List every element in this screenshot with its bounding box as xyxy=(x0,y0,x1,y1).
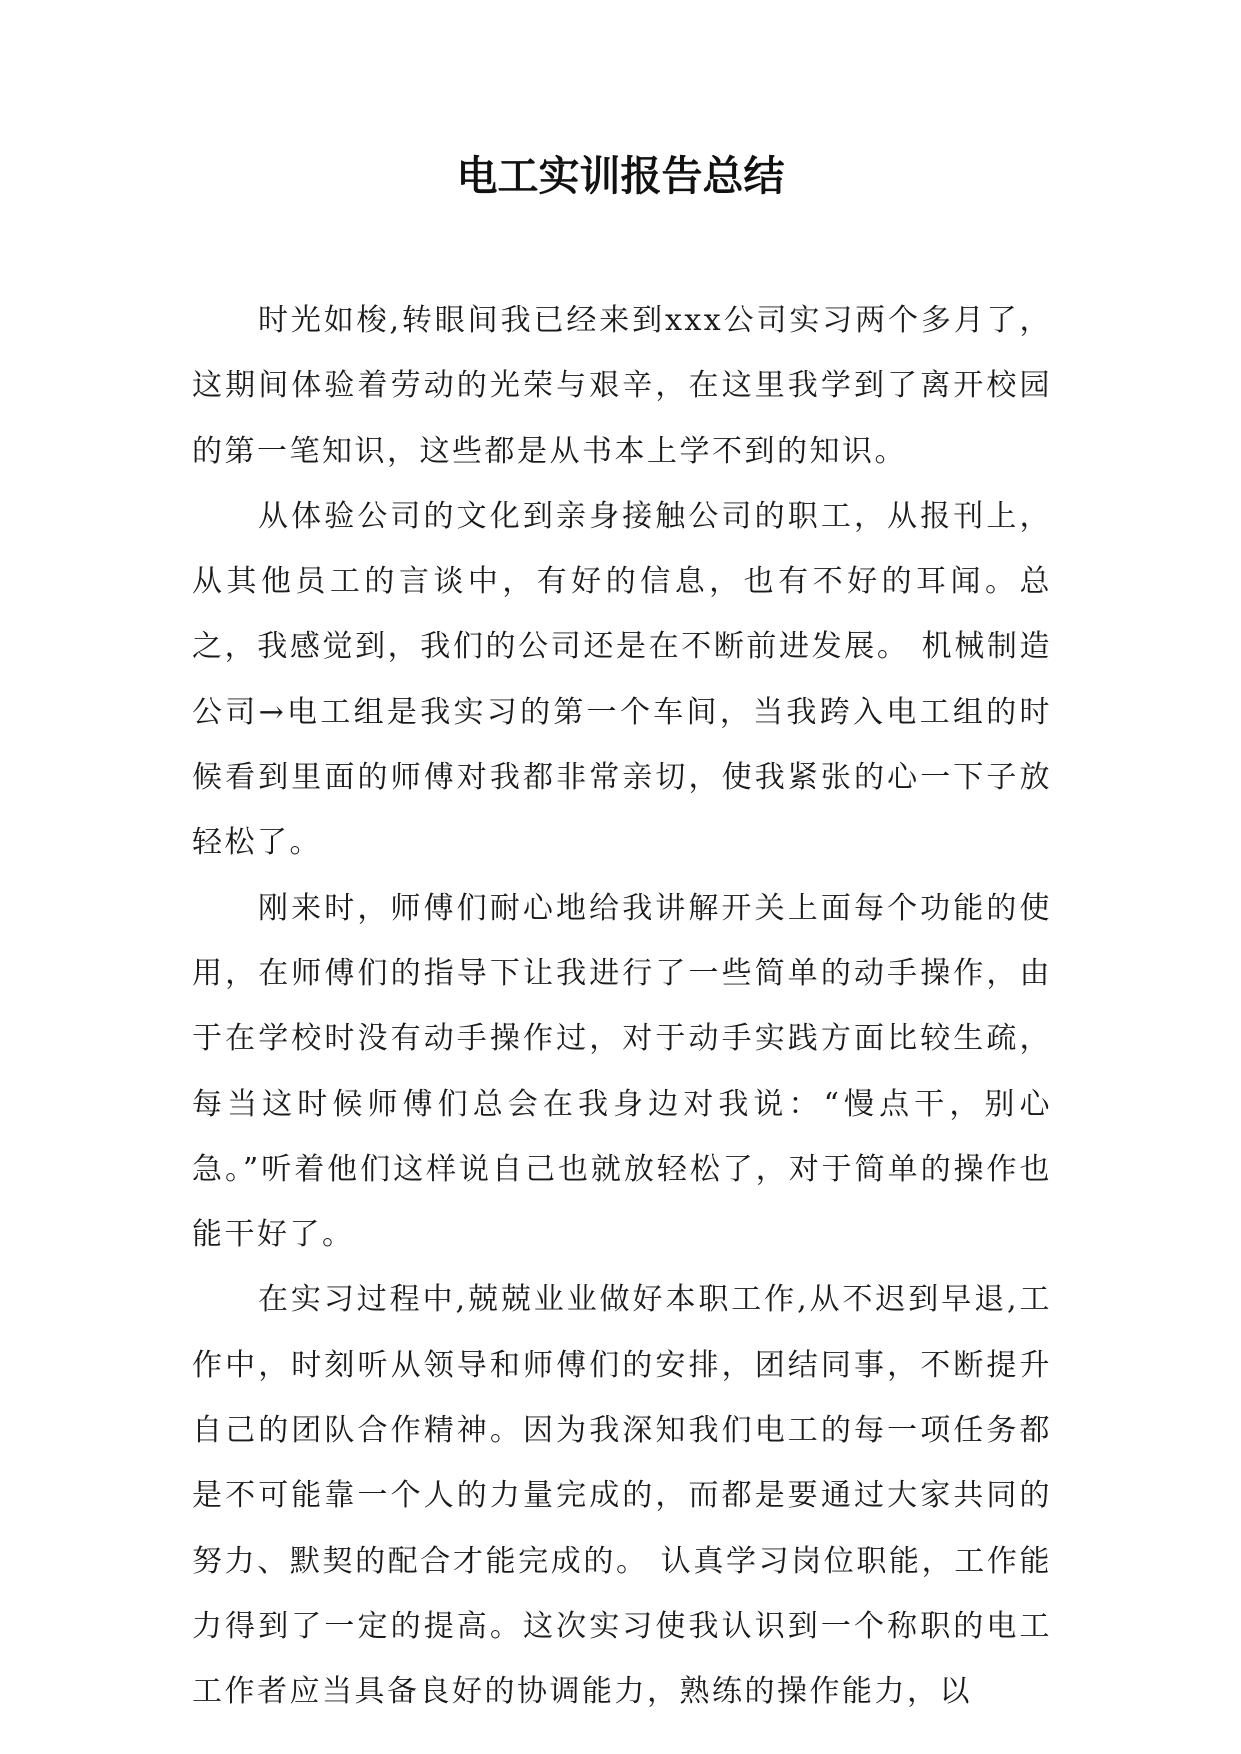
document-title: 电工实训报告总结 xyxy=(456,152,785,200)
paragraph-2: 从体验公司的文化到亲身接触公司的职工，从报刊上，从其他员工的言谈中，有好的信息，也有不好的耳闻。总之，我感觉到，我们的公司还是在不断前进发展。 机械制造公司→电工组是我实习的第一个车间，当我跨入电工组的时候看到里面的师傅对我都非常亲切，使我紧张的心一下子放轻松了。 xyxy=(192,498,1052,861)
document-body xyxy=(192,288,1052,1725)
paragraph-3: 刚来时，师傅们耐心地给我讲解开关上面每个功能的使用，在师傅们的指导下让我进行了一些简单的动手操作，由于在学校时没有动手操作过，对于动手实践方面比较生疏，每当这时候师傅们总会在我身边对我说：“慢点干，别心急。”听着他们这样说自己也就放轻松了，对于简单的操作也能干好了。 xyxy=(192,890,1052,1253)
paragraph-4: 在实习过程中,兢兢业业做好本职工作,从不迟到早退,工作中，时刻听从领导和师傅们的安排，团结同事，不断提升自己的团队合作精神。因为我深知我们电工的每一项任务都是不可能靠一个人的力量完成的，而都是要通过大家共同的努力、默契的配合才能完成的。 认真学习岗位职能，工作能力得到了一定的提高。这次实习使我认识到一个称职的电工工作者应当具备良好的协调能力，熟练的操作能力，以 xyxy=(192,1282,1052,1710)
paragraph-1: 时光如梭,转眼间我已经来到xxx公司实习两个多月了，这期间体验着劳动的光荣与艰辛，在这里我学到了离开校园的第一笔知识，这些都是从书本上学不到的知识。 xyxy=(192,303,1052,469)
